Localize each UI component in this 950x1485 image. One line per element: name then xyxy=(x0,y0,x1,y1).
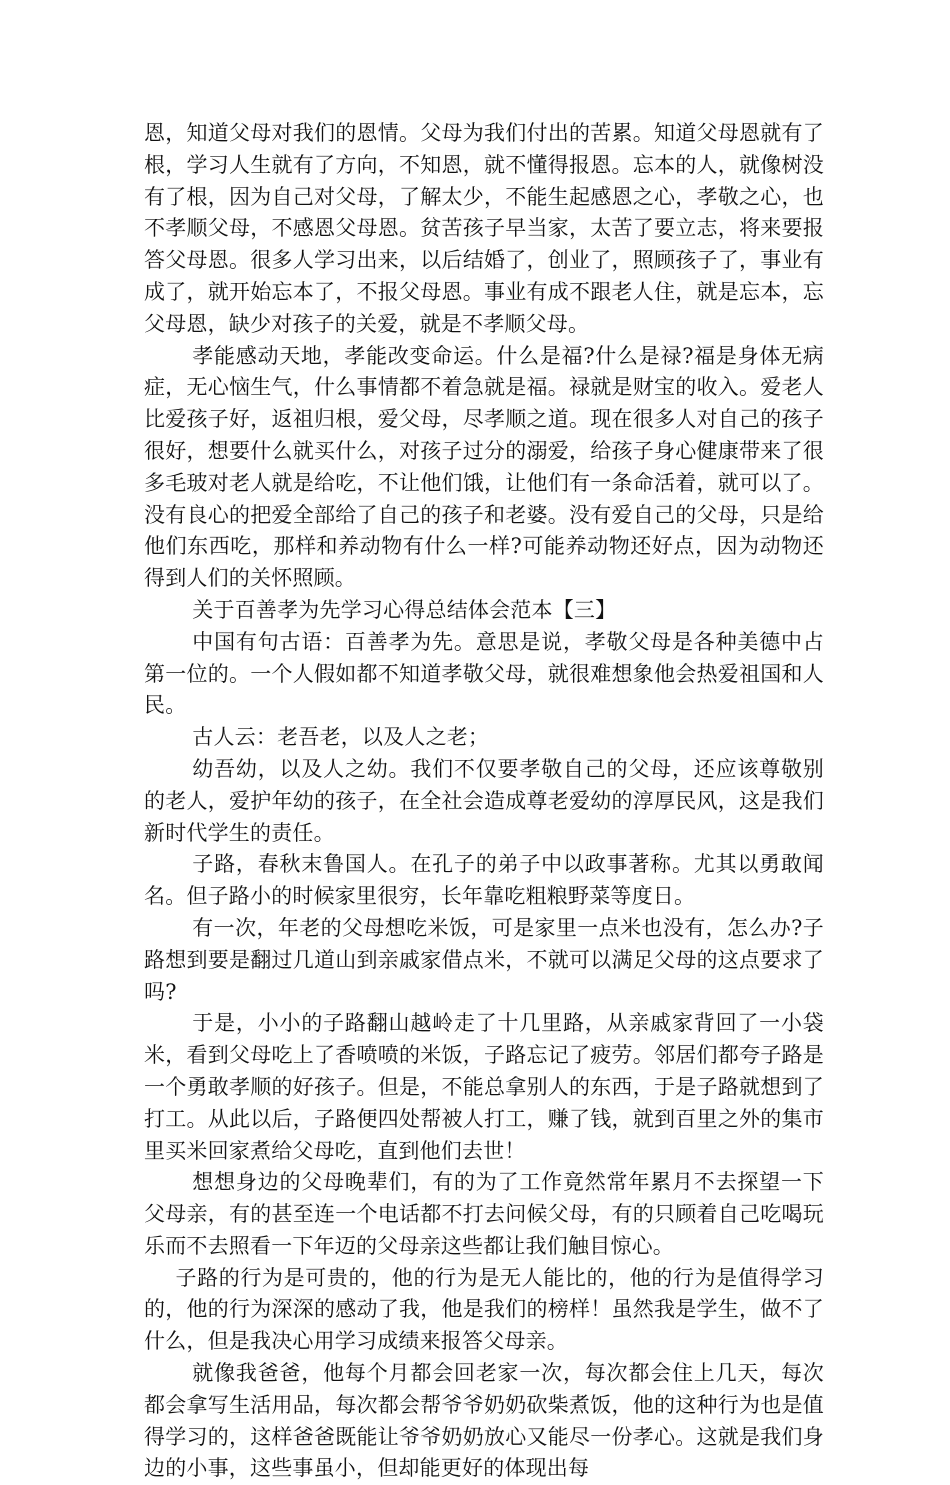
paragraph-5: 古人云：老吾老，以及人之老； xyxy=(192,725,490,750)
paragraph-12: 就像我爸爸，他每个月都会回老家一次，每次都会住上几天，每次都会拿写生活用品，每次都会帮爷爷奶奶砍柴煮饭，他的这种行为也是值得学习的，这样爸爸既能让爷爷奶奶放心又能尽一份孝心。这就是我们身边的小事，这些事虽小，但却能更好的体现出每 xyxy=(144,1361,824,1481)
document-body xyxy=(144,118,824,1485)
paragraph-4: 中国有句古语：百善孝为先。意思是说，孝敬父母是各种美德中占第一位的。一个人假如都不知道孝敬父母，就很难想象他会热爱祖国和人民。 xyxy=(144,629,824,718)
paragraph-6: 幼吾幼，以及人之幼。我们不仅要孝敬自己的父母，还应该尊敬别的老人，爱护年幼的孩子，在全社会造成尊老爱幼的淳厚民风，这是我们新时代学生的责任。 xyxy=(144,756,824,845)
paragraph-7: 子路，春秋末鲁国人。在孔子的弟子中以政事著称。尤其以勇敢闻名。但子路小的时候家里很穷，长年靠吃粗粮野菜等度日。 xyxy=(144,852,824,909)
paragraph-9: 于是，小小的子路翻山越岭走了十几里路，从亲戚家背回了一小袋米，看到父母吃上了香喷喷的米饭，子路忘记了疲劳。邻居们都夸子路是一个勇敢孝顺的好孩子。但是，不能总拿别人的东西，于是子路就想到了打工。从此以后，子路便四处帮被人打工，赚了钱，就到百里之外的集市里买米回家煮给父母吃，直到他们去世！ xyxy=(144,1011,824,1163)
section-heading: 关于百善孝为先学习心得总结体会范本【三】 xyxy=(192,597,617,622)
paragraph-11: 子路的行为是可贵的，他的行为是无人能比的，他的行为是值得学习的，他的行为深深的感动了我，他是我们的榜样！虽然我是学生，做不了什么，但是我决心用学习成绩来报答父母亲。 xyxy=(144,1265,824,1354)
paragraph-8: 有一次，年老的父母想吃米饭，可是家里一点米也没有，怎么办?子路想到要是翻过几道山到亲戚家借点米，不就可以满足父母的这点要求了吗? xyxy=(144,915,824,1004)
paragraph-10: 想想身边的父母晚辈们，有的为了工作竟然常年累月不去探望一下父母亲，有的甚至连一个电话都不打去问候父母，有的只顾着自己吃喝玩乐而不去照看一下年迈的父母亲这些都让我们触目惊心。 xyxy=(144,1170,824,1258)
paragraph-1: 恩，知道父母对我们的恩情。父母为我们付出的苦累。知道父母恩就有了根，学习人生就有了方向，不知恩，就不懂得报恩。忘本的人，就像树没有了根，因为自己对父母，了解太少，不能生起感恩之心，孝敬之心，也不孝顺父母，不感恩父母恩。贫苦孩子早当家，太苦了要立志，将来要报答父母恩。很多人学习出来，以后结婚了，创业了，照顾孩子了，事业有成了，就开始忘本了，不报父母恩。事业有成不跟老人住，就是忘本，忘父母恩，缺少对孩子的关爱，就是不孝顺父母。 xyxy=(144,121,824,336)
paragraph-2: 孝能感动天地，孝能改变命运。什么是福?什么是禄?福是身体无病症，无心恼生气，什么事情都不着急就是福。禄就是财宝的收入。爱老人比爱孩子好，返祖归根，爱父母，尽孝顺之道。现在很多人对自己的孩子很好，想要什么就买什么，对孩子过分的溺爱，给孩子身心健康带来了很多毛玻对老人就是给吃，不让他们饿，让他们有一条命活着，就可以了。没有良心的把爱全部给了自己的孩子和老婆。没有爱自己的父母，只是给他们东西吃，那样和养动物有什么一样?可能养动物还好点，因为动物还得到人们的关怀照顾。 xyxy=(144,343,824,591)
